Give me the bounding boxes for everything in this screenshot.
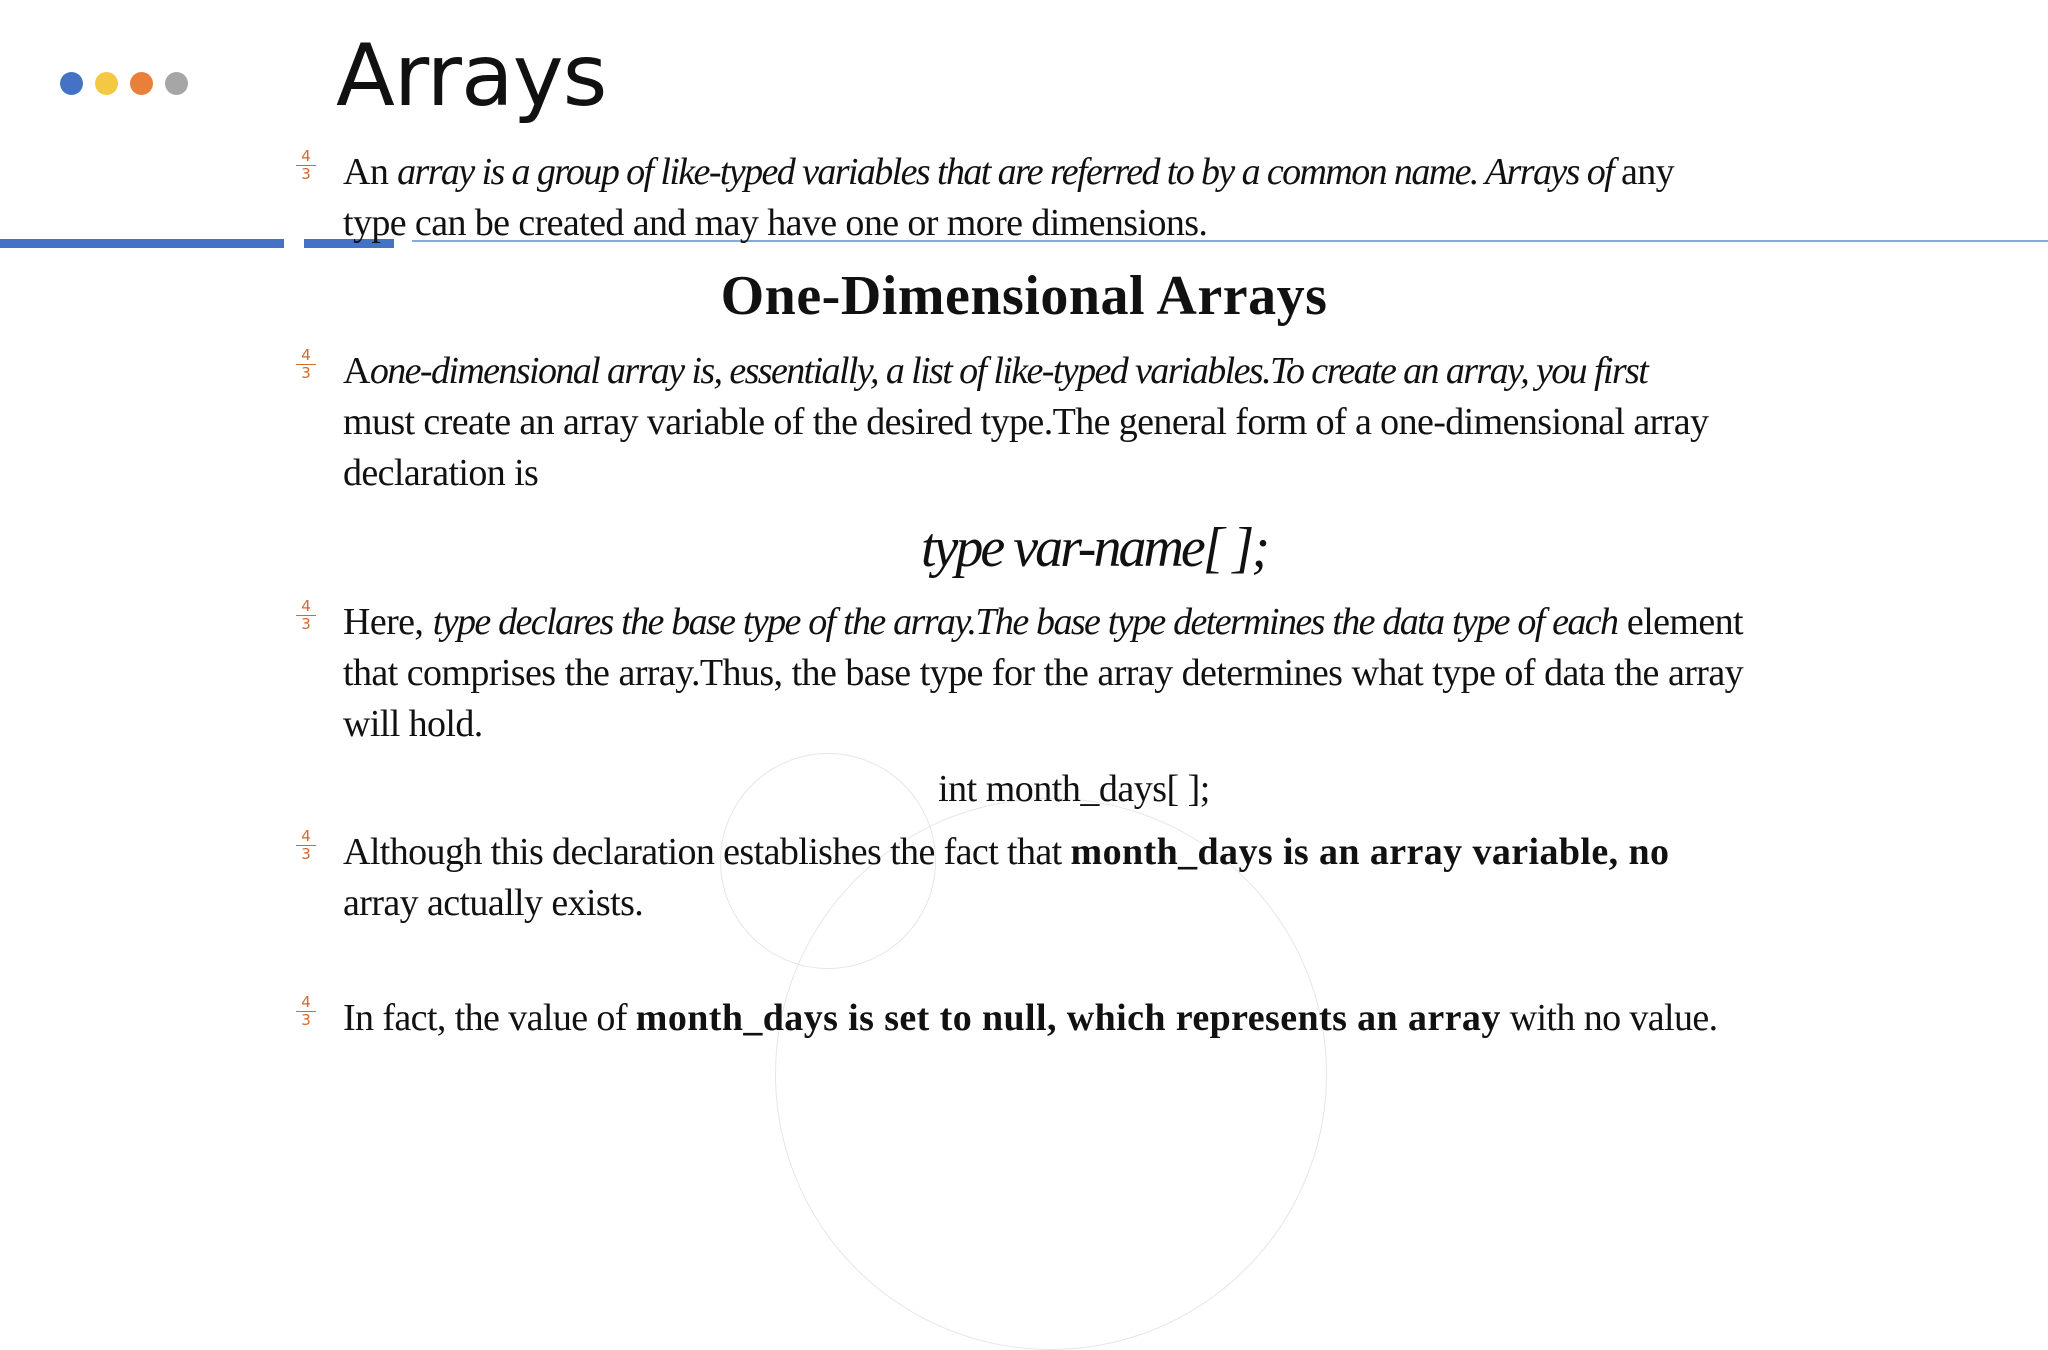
bullet-marker <box>296 599 316 632</box>
bullet-text-2 <box>343 346 1723 499</box>
bullet-5-bold: month_days is set to null, which represents an array <box>635 997 1501 1039</box>
bullet-marker-bottom: 3 <box>301 1011 311 1029</box>
header-dot-blue <box>60 72 83 95</box>
bullet-5-segment: with no value. <box>1500 997 1718 1039</box>
bullet-marker-top: 4 <box>296 149 316 166</box>
bullet-1-segment: any type can be created and may have one or more dimensions. <box>343 151 1675 244</box>
bullet-marker <box>296 829 316 862</box>
bullet-marker-top: 4 <box>296 995 316 1012</box>
bullet-marker-bottom: 3 <box>301 845 311 863</box>
syntax-line: type var-name[ ]; <box>921 517 1267 579</box>
bullet-text-3 <box>343 597 1743 750</box>
bullet-marker <box>296 149 316 182</box>
header-dot-orange <box>130 72 153 95</box>
section-heading: One-Dimensional Arrays <box>720 265 1328 327</box>
bullet-2-italic: one-dimensional array is, essentially, a list of like-typed variables.To create an array, you first <box>369 350 1648 392</box>
bullet-3-italic: type declares the base type of the array.The base type determines the data type of each <box>432 601 1618 643</box>
title-underline-left <box>0 239 284 248</box>
bullet-text-5 <box>343 993 1723 1044</box>
bullet-text-1 <box>343 147 1723 249</box>
bullet-marker-bottom: 3 <box>301 615 311 633</box>
bullet-1-segment: An <box>343 151 398 193</box>
bullet-text-4 <box>343 827 1743 929</box>
bullet-2-segment: must create an array variable of the desired type.The general form of a one-dimensional array declaration is <box>343 401 1709 494</box>
bullet-1-italic: array is a group of like-typed variables that are referred to by a common name. Arrays of <box>397 151 1621 193</box>
bullet-marker-bottom: 3 <box>301 364 311 382</box>
bullet-marker <box>296 348 316 381</box>
bullet-3-segment: Here, <box>343 601 433 643</box>
header-dot-yellow <box>95 72 118 95</box>
bullet-marker-top: 4 <box>296 348 316 365</box>
bullet-5-segment: In fact, the value of <box>343 997 636 1039</box>
bullet-marker <box>296 995 316 1028</box>
bullet-4-segment: array actually exists. <box>343 882 644 924</box>
code-line: int month_days[ ]; <box>938 768 1210 810</box>
header-dot-gray <box>165 72 188 95</box>
header-dots <box>60 72 188 95</box>
bullet-4-segment: Although this declaration establishes the fact that <box>343 831 1071 873</box>
bullet-4-bold: month_days is an array variable, no <box>1070 831 1670 873</box>
slide-title: Arrays <box>336 26 607 126</box>
bullet-marker-top: 4 <box>296 829 316 846</box>
bullet-marker-top: 4 <box>296 599 316 616</box>
bullet-marker-bottom: 3 <box>301 165 311 183</box>
bullet-2-segment: A <box>343 350 370 392</box>
bullet-3-segment: element that comprises the array.Thus, the base type for the array determines what type of data the array will hold. <box>343 601 1743 745</box>
